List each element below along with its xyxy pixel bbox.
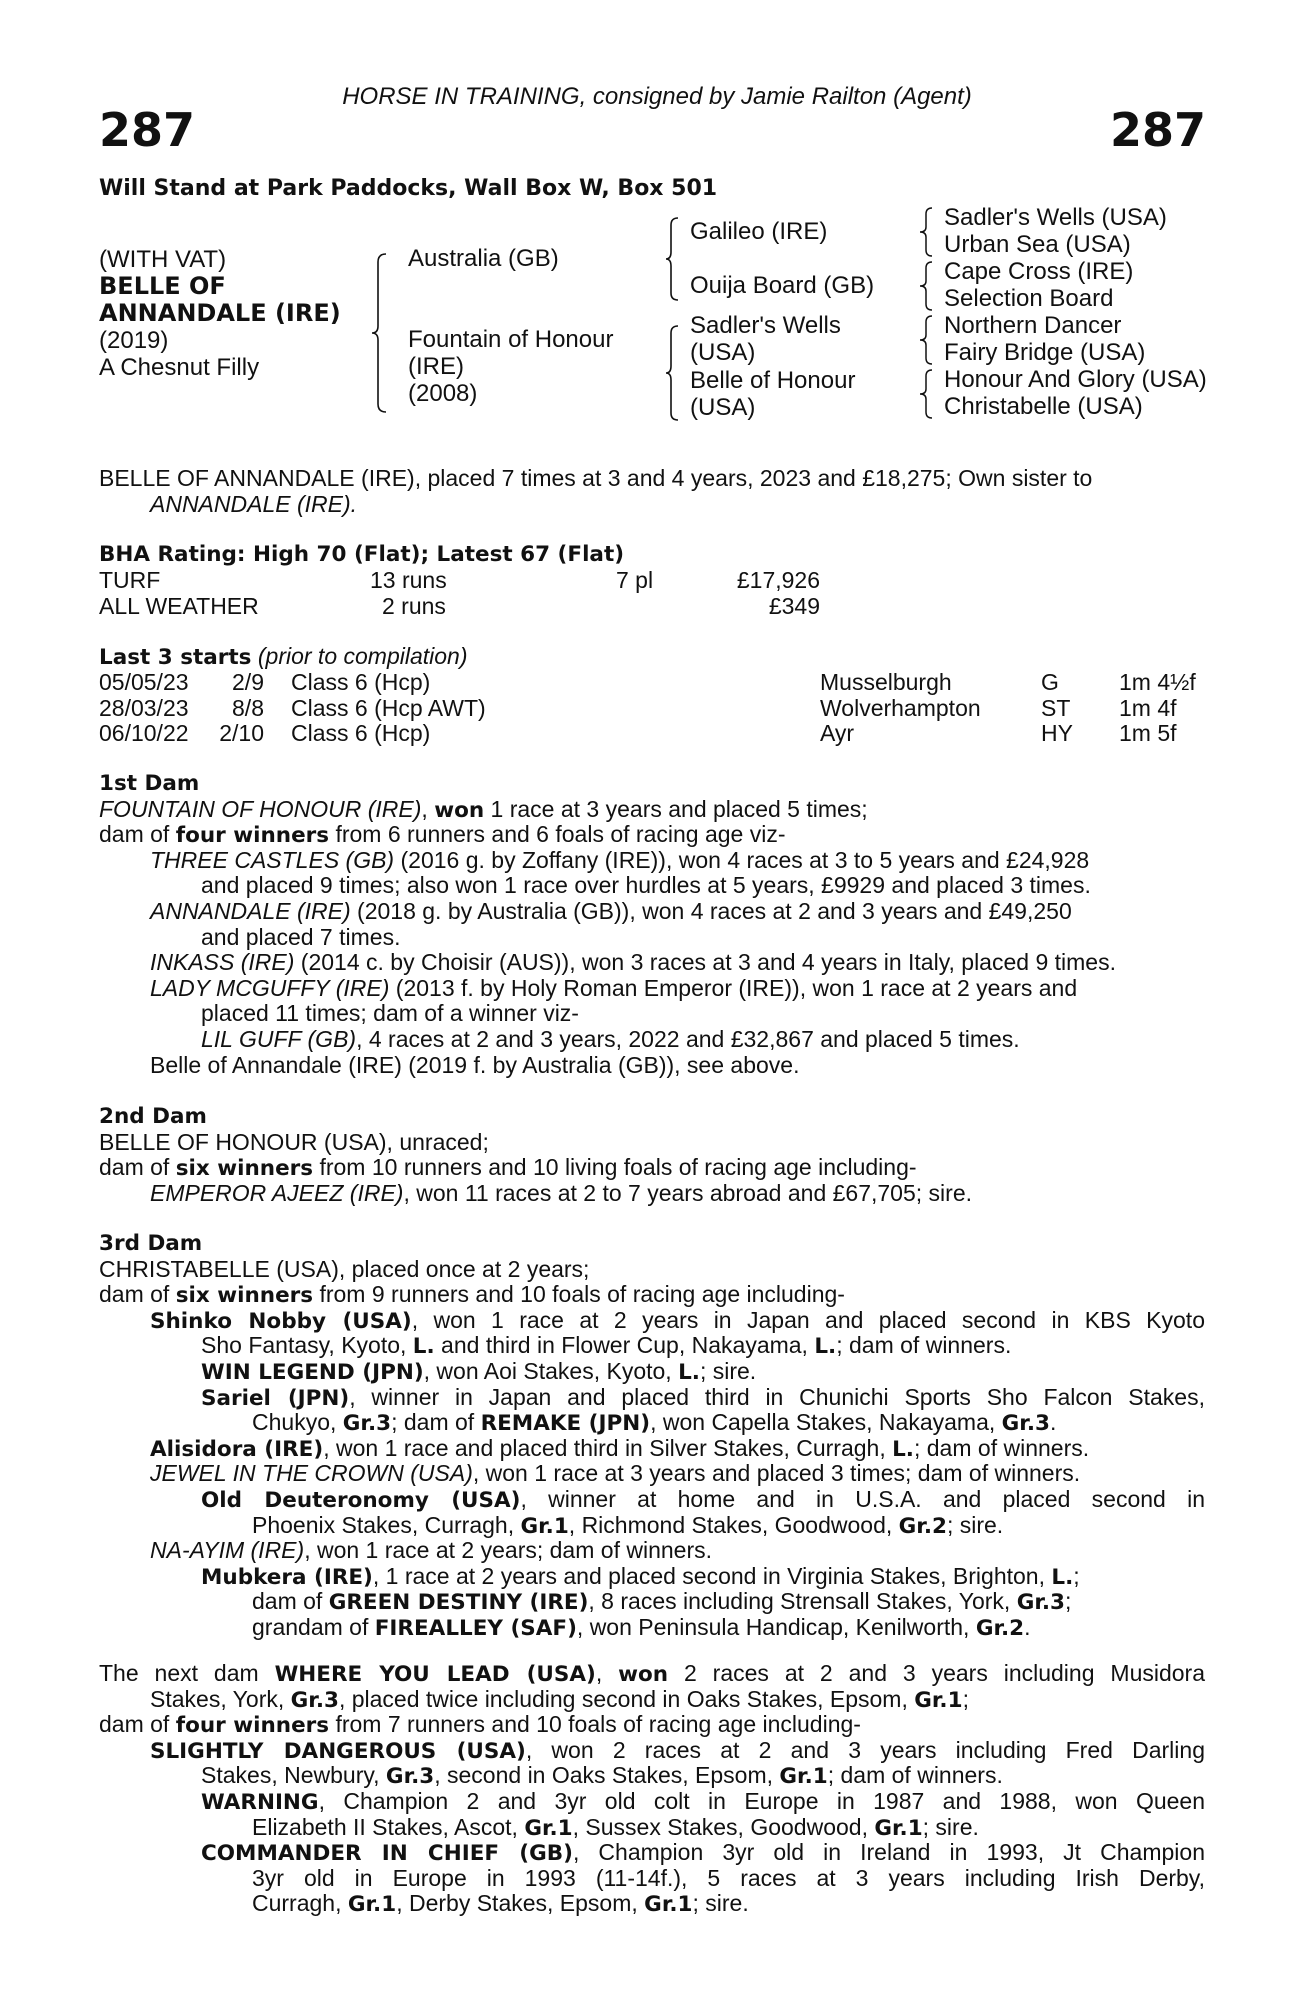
text: , winner at home and in U.S.A. and placed second in	[520, 1485, 1205, 1512]
text: dam of	[99, 821, 176, 848]
ggs-3: Selection Board	[944, 285, 1114, 312]
text: ,	[595, 1660, 619, 1686]
dam-sire	[690, 312, 841, 366]
text: (2013 f. by Holy Roman Emperor (IRE)), won 1 race at 2 years and	[389, 974, 1078, 1001]
start-date: 28/03/23	[99, 694, 189, 721]
text-bold: Gr.3	[1001, 1411, 1050, 1437]
pedigree-bracket-main	[372, 254, 392, 412]
text: , placed twice including second in Oaks Stakes, Epsom,	[338, 1685, 915, 1712]
text: placed 11 times; dam of a winner viz-	[201, 1000, 579, 1027]
turf-label: TURF	[99, 567, 161, 593]
lot-number-left: 287	[99, 103, 196, 157]
dam-sire-line1: Sadler's Wells	[690, 312, 841, 339]
text-bold: L.	[892, 1436, 914, 1462]
start-course: Wolverhampton	[820, 694, 981, 721]
text-bold: REMAKE (JPN)	[480, 1411, 651, 1437]
summary	[99, 466, 1205, 517]
text: , Richmond Stakes, Goodwood,	[568, 1511, 899, 1538]
text-bold: six winners	[175, 1156, 314, 1182]
text: CHRISTABELLE (USA), placed once at 2 years;	[99, 1255, 590, 1282]
text-bold: Gr.1	[874, 1815, 923, 1841]
text: dam of	[99, 1281, 176, 1308]
horse-name-line1: BELLE OF	[99, 272, 226, 300]
text-bold: six winners	[175, 1283, 314, 1309]
text-bold: Gr.3	[385, 1764, 435, 1790]
horse-info	[99, 246, 341, 381]
ggs-4: Northern Dancer	[944, 312, 1122, 339]
horse-year: (2019)	[99, 327, 169, 354]
progeny-name: Mubkera (IRE)	[201, 1564, 373, 1590]
text: , won 1 race at 2 years in Japan and placed second in KBS Kyoto	[411, 1306, 1205, 1333]
text: ;	[962, 1685, 969, 1712]
text: , won 2 races at 2 and 3 years including Fred Darling	[525, 1736, 1205, 1763]
start-date: 06/10/22	[99, 720, 189, 747]
text: grandam of	[252, 1613, 375, 1640]
next-dam-section	[99, 1661, 1205, 1917]
text: Elizabeth II Stakes, Ascot,	[252, 1813, 525, 1840]
dam-sire-line2: (USA)	[690, 339, 756, 366]
start-course: Musselburgh	[820, 669, 952, 695]
lot-number-right: 287	[1109, 103, 1206, 157]
dam-block	[408, 326, 613, 407]
first-dam-title: 1st Dam	[99, 771, 200, 796]
text: (2018 g. by Australia (GB)), won 4 races at 2 and 3 years and £49,250	[350, 897, 1072, 924]
dam-line1: Fountain of Honour	[408, 326, 614, 353]
dam-dam-line2: (USA)	[690, 394, 756, 421]
text: , 1 race at 2 years and placed second in Virginia Stakes, Brighton,	[372, 1562, 1052, 1589]
text: , 4 races at 2 and 3 years, 2022 and £32,867 and placed 5 times.	[356, 1025, 1020, 1052]
text: and third in Flower Cup, Nakayama,	[434, 1332, 815, 1359]
text: , won 1 race at 2 years; dam of winners.	[304, 1537, 712, 1564]
text-bold: Gr.1	[779, 1764, 828, 1790]
horse-description: A Chesnut Filly	[99, 354, 260, 381]
vat-label: (WITH VAT)	[99, 246, 227, 273]
progeny-name: WARNING	[201, 1789, 319, 1815]
rating-block	[99, 542, 1205, 568]
text: 3yr old in Europe in 1993 (11-14f.), 5 races at 3 years including Irish Derby,	[252, 1864, 1205, 1891]
second-dam-section	[99, 1104, 1205, 1206]
text-bold: L.	[814, 1334, 837, 1360]
text-bold: Gr.1	[524, 1815, 573, 1841]
text: , won Aoi Stakes, Kyoto,	[423, 1357, 679, 1384]
dam-dam-line1: Belle of Honour	[690, 367, 856, 394]
ggs-5: Fairy Bridge (USA)	[944, 339, 1146, 366]
consignor-line: HORSE IN TRAINING, consigned by Jamie Railton (Agent)	[342, 83, 972, 110]
text-bold: L.	[678, 1359, 700, 1385]
text: ;	[1073, 1562, 1080, 1589]
aw-runs: 2 runs	[382, 592, 446, 619]
text-bold: Gr.3	[342, 1411, 392, 1437]
ggs-7: Christabelle (USA)	[944, 393, 1143, 420]
progeny-name: ANNANDALE (IRE)	[150, 897, 351, 924]
text: ; dam of	[391, 1409, 481, 1436]
text-bold: L.	[1051, 1564, 1074, 1590]
text: and placed 7 times.	[201, 923, 401, 950]
progeny-name: Shinko Nobby (USA)	[150, 1308, 412, 1334]
progeny-name: COMMANDER IN CHIEF (GB)	[201, 1841, 573, 1867]
text: Stakes, York,	[150, 1685, 291, 1712]
text-bold: won	[618, 1662, 669, 1687]
text: , won Capella Stakes, Nakayama,	[650, 1409, 1002, 1436]
rating-table	[0, 568, 1314, 620]
text: and placed 9 times; also won 1 race over hurdles at 5 years, £9929 and placed 3 times.	[201, 872, 1091, 899]
text: ; sire.	[699, 1357, 757, 1384]
text: , won 1 race and placed third in Silver Stakes, Curragh,	[323, 1434, 893, 1461]
text: , won 11 races at 2 to 7 years abroad and £67,705; sire.	[403, 1179, 972, 1206]
text: , won 1 race at 3 years and placed 3 times; dam of winners.	[472, 1460, 1081, 1487]
text: from 6 runners and 6 foals of racing age viz-	[329, 821, 786, 848]
aw-label: ALL WEATHER	[99, 592, 259, 619]
third-dam-title: 3rd Dam	[99, 1231, 203, 1256]
text: ;	[1065, 1588, 1072, 1615]
start-going: G	[1041, 669, 1059, 695]
dam-line2: (IRE)	[408, 353, 464, 380]
text-bold: four winners	[175, 823, 330, 849]
text: ; sire.	[692, 1890, 749, 1917]
sire-dam: Ouija Board (GB)	[690, 272, 875, 299]
rating-title: BHA Rating: High 70 (Flat); Latest 67 (Flat)	[99, 542, 625, 567]
text: ; sire.	[922, 1813, 979, 1840]
aw-amount: £349	[768, 592, 820, 619]
start-pos: 2/10	[219, 720, 264, 747]
text: Belle of Annandale (IRE) (2019 f. by Australia (GB)), see above.	[150, 1051, 800, 1078]
text: ; sire.	[946, 1511, 1004, 1538]
start-race: Class 6 (Hcp)	[291, 720, 431, 747]
progeny-name: LADY MCGUFFY (IRE)	[150, 974, 390, 1001]
text: from 10 runners and 10 living foals of racing age including-	[313, 1154, 917, 1181]
text: ; dam of winners.	[913, 1434, 1090, 1461]
summary-line1: BELLE OF ANNANDALE (IRE), placed 7 times at 3 and 4 years, 2023 and £18,275; Own sister to	[99, 465, 1093, 491]
text: (2016 g. by Zoffany (IRE)), won 4 races at 3 to 5 years and £24,928	[394, 846, 1090, 873]
text: Sho Fantasy, Kyoto,	[201, 1332, 413, 1359]
start-date: 05/05/23	[99, 669, 189, 695]
text: Curragh,	[252, 1890, 348, 1917]
text-bold: L.	[412, 1334, 435, 1360]
horse-name-line2: ANNANDALE (IRE)	[99, 299, 341, 327]
progeny-name: Alisidora (IRE)	[150, 1436, 324, 1462]
start-pos: 2/9	[232, 669, 264, 695]
text-bold: FIREALLEY (SAF)	[374, 1615, 577, 1641]
start-dist: 1m 5f	[1119, 720, 1177, 747]
turf-runs: 13 runs	[370, 567, 447, 593]
turf-amount: £17,926	[736, 567, 820, 593]
text: , Derby Stakes, Epsom,	[396, 1890, 645, 1917]
first-dam-section	[99, 771, 1205, 1078]
text-bold: Gr.1	[914, 1687, 963, 1713]
progeny-name: NA-AYIM (IRE)	[150, 1537, 305, 1564]
text: 1 race at 3 years and placed 5 times;	[484, 795, 868, 822]
text-bold: Gr.3	[1016, 1590, 1066, 1616]
start-dist: 1m 4½f	[1119, 669, 1196, 695]
last3-note: (prior to compilation)	[257, 643, 468, 669]
summary-line2: ANNANDALE (IRE).	[150, 490, 358, 517]
text: BELLE OF HONOUR (USA), unraced;	[99, 1128, 489, 1155]
progeny-name: THREE CASTLES (GB)	[150, 846, 395, 873]
text-bold: four winners	[175, 1713, 330, 1739]
text: ,	[421, 795, 435, 822]
last3-table	[0, 670, 1314, 748]
text: (2014 c. by Choisir (AUS)), won 3 races at 3 and 4 years in Italy, placed 9 times.	[294, 949, 1116, 976]
text: , second in Oaks Stakes, Epsom,	[434, 1762, 780, 1789]
ggs-list	[944, 204, 1207, 420]
text-bold: won	[434, 797, 485, 823]
progeny-name: SLIGHTLY DANGEROUS (USA)	[150, 1738, 526, 1764]
text: ; dam of winners.	[836, 1332, 1012, 1359]
text: Chukyo,	[252, 1409, 343, 1436]
start-going: HY	[1041, 720, 1073, 747]
ggs-0: Sadler's Wells (USA)	[944, 204, 1167, 231]
ggs-bracket-2	[920, 261, 934, 311]
ggs-1: Urban Sea (USA)	[944, 231, 1131, 258]
text: , 8 races including Strensall Stakes, York,	[588, 1588, 1017, 1615]
text: dam of	[99, 1711, 176, 1738]
ggs-bracket-4	[920, 369, 934, 419]
second-dam-title: 2nd Dam	[99, 1104, 207, 1129]
sire-sire: Galileo (IRE)	[690, 218, 828, 245]
text: 2 races at 2 and 3 years including Musidora	[668, 1660, 1205, 1686]
start-race: Class 6 (Hcp)	[291, 669, 431, 695]
pedigree-bracket-dam	[666, 326, 686, 420]
progeny-name: Old Deuteronomy (USA)	[201, 1487, 521, 1513]
start-race: Class 6 (Hcp AWT)	[291, 694, 486, 721]
text: dam of	[252, 1588, 329, 1615]
text: The next dam	[99, 1660, 275, 1686]
dam-line3: (2008)	[408, 380, 478, 407]
last3-title: Last 3 starts	[99, 645, 252, 670]
ggs-2: Cape Cross (IRE)	[944, 258, 1134, 285]
text: .	[1049, 1409, 1057, 1436]
last3-heading	[99, 644, 1205, 670]
text: .	[1024, 1613, 1031, 1640]
start-pos: 8/8	[232, 694, 264, 721]
text: ; dam of winners.	[827, 1762, 1003, 1789]
text: , winner in Japan and placed third in Chunichi Sports Sho Falcon Stakes,	[349, 1383, 1205, 1410]
turf-placed: 7 pl	[616, 567, 654, 593]
progeny-name: Sariel (JPN)	[201, 1385, 350, 1411]
text: dam of	[99, 1154, 176, 1181]
text: , won Peninsula Handicap, Kenilworth,	[576, 1613, 976, 1640]
text: from 9 runners and 10 foals of racing age including-	[313, 1281, 845, 1308]
text: , Champion 3yr old in Ireland in 1993, Jt Champion	[572, 1839, 1205, 1866]
ggs-bracket-1	[920, 207, 934, 257]
text: Stakes, Newbury,	[201, 1762, 386, 1789]
dam-name: FOUNTAIN OF HONOUR (IRE)	[99, 795, 422, 822]
sire: Australia (GB)	[408, 245, 559, 272]
text-bold: Gr.3	[290, 1687, 339, 1713]
text: Phoenix Stakes, Curragh,	[252, 1511, 521, 1538]
progeny-name: EMPEROR AJEEZ (IRE)	[150, 1179, 404, 1206]
stand-location: Will Stand at Park Paddocks, Wall Box W, Box 501	[99, 176, 718, 201]
progeny-name: INKASS (IRE)	[150, 949, 295, 976]
dam-dam	[690, 367, 855, 421]
ggs-bracket-3	[920, 315, 934, 365]
third-dam-section	[99, 1231, 1205, 1641]
text-bold: Gr.1	[347, 1892, 397, 1918]
progeny-name: WIN LEGEND (JPN)	[201, 1359, 424, 1385]
start-dist: 1m 4f	[1119, 694, 1177, 721]
progeny-name: LIL GUFF (GB)	[201, 1025, 357, 1052]
text: , Sussex Stakes, Goodwood,	[572, 1813, 875, 1840]
text: from 7 runners and 10 foals of racing age including-	[329, 1711, 861, 1738]
progeny-name: WHERE YOU LEAD (USA)	[274, 1662, 596, 1687]
text-bold: GREEN DESTINY (IRE)	[328, 1590, 589, 1616]
start-going: ST	[1041, 694, 1071, 721]
progeny-name: JEWEL IN THE CROWN (USA)	[150, 1460, 473, 1487]
start-course: Ayr	[820, 720, 855, 747]
text-bold: Gr.1	[644, 1892, 693, 1918]
pedigree-bracket-sire	[666, 218, 686, 300]
text-bold: Gr.2	[975, 1615, 1025, 1641]
ggs-6: Honour And Glory (USA)	[944, 366, 1207, 393]
text-bold: Gr.1	[520, 1513, 569, 1539]
text-bold: Gr.2	[898, 1513, 947, 1539]
text: , Champion 2 and 3yr old colt in Europe in 1987 and 1988, won Queen	[318, 1787, 1205, 1814]
